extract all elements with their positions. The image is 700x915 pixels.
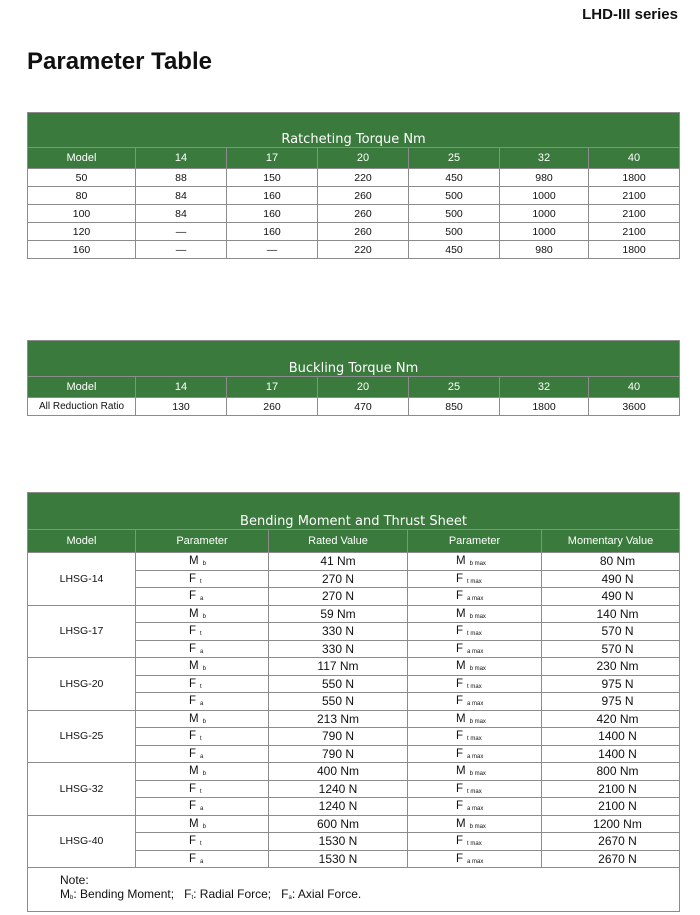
table-row	[28, 553, 680, 571]
momentary-value-cell: 1400 N	[542, 745, 680, 763]
column-header: Model	[28, 530, 136, 553]
parameter-cell: M $_b$	[136, 553, 269, 571]
parameter-max-cell: F $_{a max}$	[408, 640, 542, 658]
parameter-cell: M $_b$	[136, 710, 269, 728]
column-header: Parameter	[136, 530, 269, 553]
column-header: 17	[227, 148, 318, 169]
model-cell: LHSG-20	[28, 658, 136, 711]
table-row	[28, 605, 680, 623]
rated-value-cell: 1240 N	[269, 798, 408, 816]
table-cell: 500	[409, 205, 500, 223]
table-cell: 850	[409, 398, 500, 416]
table-row	[28, 710, 680, 728]
parameter-max-cell: F $_{a max}$	[408, 693, 542, 711]
table-cell: 84	[136, 187, 227, 205]
column-header: Parameter	[408, 530, 542, 553]
table-cell: 2100	[589, 187, 680, 205]
table-row	[28, 398, 680, 416]
model-cell: LHSG-40	[28, 815, 136, 868]
rated-value-cell: 1530 N	[269, 850, 408, 868]
parameter-max-cell: M $_{b max}$	[408, 763, 542, 781]
note-item: $F_a$: Axial Force.	[281, 887, 362, 901]
column-header: Momentary Value	[542, 530, 680, 553]
parameter-cell: F $_t$	[136, 728, 269, 746]
table-cell: 1800	[589, 241, 680, 259]
rated-value-cell: 1240 N	[269, 780, 408, 798]
parameter-cell: F $_a$	[136, 588, 269, 606]
rated-value-cell: 213 Nm	[269, 710, 408, 728]
table-cell: 470	[318, 398, 409, 416]
table-cell: 2100	[589, 223, 680, 241]
momentary-value-cell: 2100 N	[542, 798, 680, 816]
model-cell: LHSG-17	[28, 605, 136, 658]
column-header: 25	[409, 377, 500, 398]
ratcheting-torque-table	[27, 112, 680, 259]
table-row	[28, 658, 680, 676]
table-cell: 130	[136, 398, 227, 416]
parameter-max-cell: M $_{b max}$	[408, 553, 542, 571]
table-cell: 500	[409, 223, 500, 241]
table-cell: 1000	[500, 223, 589, 241]
table-cell: 160	[28, 241, 136, 259]
table-cell: 150	[227, 169, 318, 187]
momentary-value-cell: 490 N	[542, 588, 680, 606]
table-cell: 260	[227, 398, 318, 416]
parameter-max-cell: M $_{b max}$	[408, 710, 542, 728]
parameter-cell: F $_a$	[136, 850, 269, 868]
table-cell: 80	[28, 187, 136, 205]
table-cell: All Reduction Ratio	[28, 398, 136, 416]
column-header: Rated Value	[269, 530, 408, 553]
column-header: 14	[136, 377, 227, 398]
parameter-cell: F $_a$	[136, 640, 269, 658]
column-header: 20	[318, 377, 409, 398]
note-body	[60, 887, 679, 905]
rated-value-cell: 330 N	[269, 623, 408, 641]
table-cell: 1000	[500, 205, 589, 223]
table-row	[28, 241, 680, 259]
model-cell: LHSG-14	[28, 553, 136, 606]
momentary-value-cell: 2670 N	[542, 833, 680, 851]
momentary-value-cell: 1200 Nm	[542, 815, 680, 833]
table-caption: Bending Moment and Thrust Sheet	[28, 493, 680, 530]
table-cell: 260	[318, 223, 409, 241]
model-cell: LHSG-32	[28, 763, 136, 816]
momentary-value-cell: 570 N	[542, 640, 680, 658]
column-header: Model	[28, 148, 136, 169]
table-cell: 100	[28, 205, 136, 223]
parameter-cell: M $_b$	[136, 658, 269, 676]
momentary-value-cell: 140 Nm	[542, 605, 680, 623]
rated-value-cell: 790 N	[269, 728, 408, 746]
note-title: Note:	[60, 873, 89, 887]
table-row	[28, 223, 680, 241]
table-cell: 2100	[589, 205, 680, 223]
column-header: 17	[227, 377, 318, 398]
model-cell: LHSG-25	[28, 710, 136, 763]
table-row	[28, 169, 680, 187]
parameter-max-cell: M $_{b max}$	[408, 658, 542, 676]
table-cell: 50	[28, 169, 136, 187]
table-row	[28, 205, 680, 223]
parameter-cell: F $_t$	[136, 675, 269, 693]
parameter-max-cell: F $_{t max}$	[408, 728, 542, 746]
note-item: $M_b$: Bending Moment;	[60, 887, 175, 901]
table-cell: 220	[318, 241, 409, 259]
column-header: 40	[589, 148, 680, 169]
parameter-max-cell: F $_{t max}$	[408, 623, 542, 641]
parameter-max-cell: M $_{b max}$	[408, 605, 542, 623]
table-cell: 1800	[500, 398, 589, 416]
parameter-max-cell: F $_{t max}$	[408, 833, 542, 851]
note-item: $F_t$: Radial Force;	[184, 887, 272, 901]
table-cell: 1800	[589, 169, 680, 187]
table-cell: 260	[318, 205, 409, 223]
momentary-value-cell: 1400 N	[542, 728, 680, 746]
rated-value-cell: 550 N	[269, 693, 408, 711]
parameter-max-cell: F $_{a max}$	[408, 745, 542, 763]
table-cell: —	[136, 223, 227, 241]
momentary-value-cell: 800 Nm	[542, 763, 680, 781]
table-row	[28, 763, 680, 781]
column-header: Model	[28, 377, 136, 398]
momentary-value-cell: 490 N	[542, 570, 680, 588]
table-cell: 980	[500, 169, 589, 187]
column-header: 32	[500, 377, 589, 398]
rated-value-cell: 59 Nm	[269, 605, 408, 623]
table-cell: 160	[227, 223, 318, 241]
parameter-cell: F $_a$	[136, 798, 269, 816]
parameter-max-cell: F $_{t max}$	[408, 780, 542, 798]
momentary-value-cell: 420 Nm	[542, 710, 680, 728]
momentary-value-cell: 80 Nm	[542, 553, 680, 571]
momentary-value-cell: 230 Nm	[542, 658, 680, 676]
column-header: 40	[589, 377, 680, 398]
parameter-max-cell: F $_{t max}$	[408, 675, 542, 693]
parameter-cell: F $_t$	[136, 780, 269, 798]
table-cell: 160	[227, 187, 318, 205]
table-row	[28, 815, 680, 833]
rated-value-cell: 400 Nm	[269, 763, 408, 781]
table-caption: Buckling Torque Nm	[28, 341, 680, 377]
rated-value-cell: 1530 N	[269, 833, 408, 851]
momentary-value-cell: 975 N	[542, 693, 680, 711]
rated-value-cell: 330 N	[269, 640, 408, 658]
parameter-cell: M $_b$	[136, 815, 269, 833]
table-row	[28, 187, 680, 205]
parameter-max-cell: M $_{b max}$	[408, 815, 542, 833]
table-caption: Ratcheting Torque Nm	[28, 113, 680, 148]
table-cell: 450	[409, 169, 500, 187]
parameter-cell: F $_t$	[136, 623, 269, 641]
rated-value-cell: 790 N	[269, 745, 408, 763]
bending-moment-table	[27, 492, 680, 912]
table-cell: —	[136, 241, 227, 259]
buckling-torque-table	[27, 340, 680, 416]
rated-value-cell: 550 N	[269, 675, 408, 693]
column-header: 20	[318, 148, 409, 169]
rated-value-cell: 270 N	[269, 570, 408, 588]
note	[28, 868, 680, 912]
table-cell: —	[227, 241, 318, 259]
parameter-cell: M $_b$	[136, 763, 269, 781]
table-cell: 1000	[500, 187, 589, 205]
table-cell: 980	[500, 241, 589, 259]
table-cell: 220	[318, 169, 409, 187]
parameter-cell: F $_a$	[136, 745, 269, 763]
table-cell: 450	[409, 241, 500, 259]
parameter-cell: M $_b$	[136, 605, 269, 623]
table-cell: 3600	[589, 398, 680, 416]
parameter-max-cell: F $_{a max}$	[408, 798, 542, 816]
page-title: Parameter Table	[27, 48, 212, 75]
parameter-max-cell: F $_{a max}$	[408, 588, 542, 606]
table-cell: 160	[227, 205, 318, 223]
rated-value-cell: 41 Nm	[269, 553, 408, 571]
parameter-max-cell: F $_{t max}$	[408, 570, 542, 588]
momentary-value-cell: 570 N	[542, 623, 680, 641]
parameter-max-cell: F $_{a max}$	[408, 850, 542, 868]
momentary-value-cell: 2100 N	[542, 780, 680, 798]
column-header: 32	[500, 148, 589, 169]
table-cell: 88	[136, 169, 227, 187]
table-cell: 120	[28, 223, 136, 241]
rated-value-cell: 600 Nm	[269, 815, 408, 833]
series-label: LHD-III series	[582, 6, 678, 23]
table-cell: 500	[409, 187, 500, 205]
parameter-cell: F $_t$	[136, 570, 269, 588]
column-header: 25	[409, 148, 500, 169]
parameter-cell: F $_t$	[136, 833, 269, 851]
column-header: 14	[136, 148, 227, 169]
parameter-cell: F $_a$	[136, 693, 269, 711]
table-cell: 84	[136, 205, 227, 223]
rated-value-cell: 270 N	[269, 588, 408, 606]
momentary-value-cell: 975 N	[542, 675, 680, 693]
table-cell: 260	[318, 187, 409, 205]
rated-value-cell: 117 Nm	[269, 658, 408, 676]
momentary-value-cell: 2670 N	[542, 850, 680, 868]
